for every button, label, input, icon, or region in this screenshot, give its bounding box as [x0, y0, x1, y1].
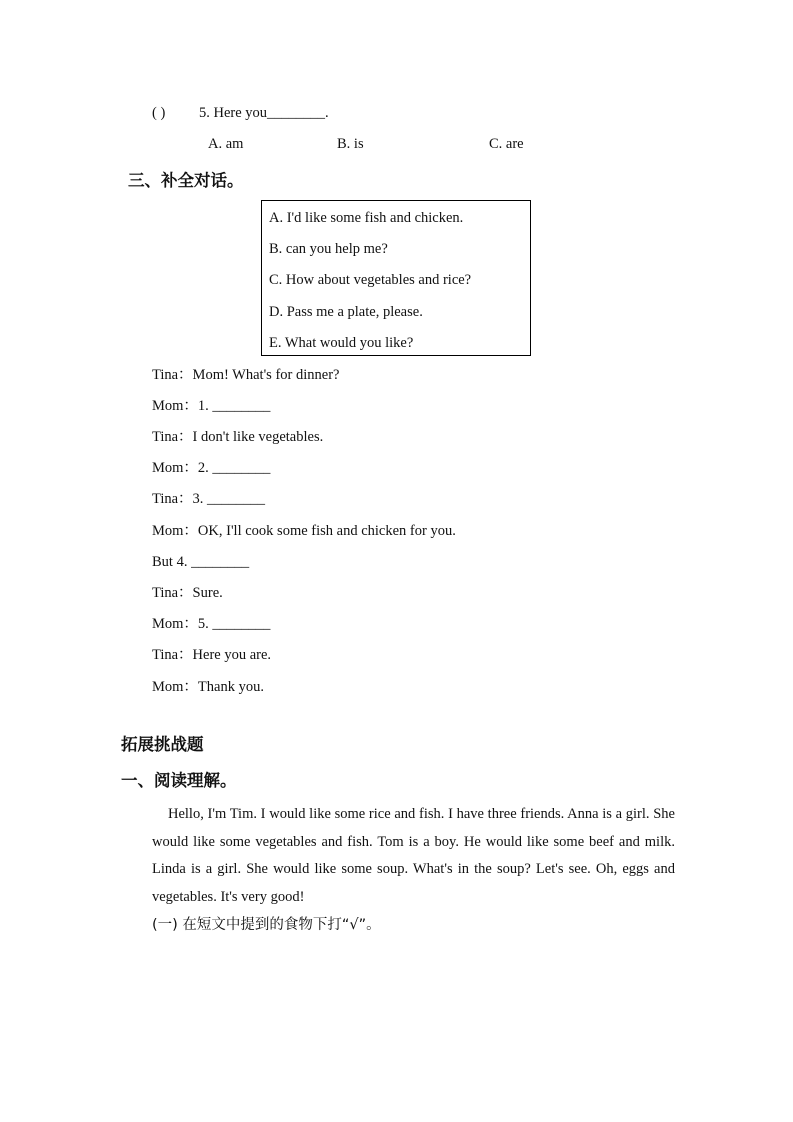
dialogue-line: Tina：Here you are. — [152, 647, 272, 663]
dialogue-line: Mom：Thank you. — [152, 679, 264, 695]
dialogue-line: Tina：Sure. — [152, 585, 223, 601]
reading-heading: 一、阅读理解。 — [121, 771, 237, 790]
choice-box — [261, 200, 531, 356]
section-3-heading: 三、补全对话。 — [128, 171, 244, 190]
option-c: C. are — [489, 136, 524, 152]
option-b: B. is — [337, 136, 364, 152]
dialogue-line: But 4. ________ — [152, 554, 250, 570]
choice-a: A. I'd like some fish and chicken. — [269, 210, 464, 226]
choice-b: B. can you help me? — [269, 241, 388, 257]
question-5-text: 5. Here you________. — [199, 105, 329, 121]
extension-title: 拓展挑战题 — [121, 735, 204, 754]
dialogue-line: Tina：3. ________ — [152, 491, 266, 507]
sub-instruction: (一) 在短文中提到的食物下打“√”。 — [152, 917, 381, 933]
dialogue-line: Mom：2. ________ — [152, 460, 271, 476]
reading-passage: Hello, I'm Tim. I would like some rice and fish. I have three friends. Anna is a girl. She would like some vegetables and fish. Tom is a boy. He would like some beef and milk. Linda is a girl. She would like some soup. What's in the soup? Let's see. Oh, eggs and vegetables. It's very good! — [152, 806, 675, 906]
dialogue-line: Mom：1. ________ — [152, 398, 271, 414]
dialogue-line: Mom：OK, I'll cook some fish and chicken for you. — [152, 523, 456, 539]
choice-e: E. What would you like? — [269, 335, 414, 351]
choice-d: D. Pass me a plate, please. — [269, 304, 423, 320]
dialogue-line: Mom：5. ________ — [152, 616, 271, 632]
option-a: A. am — [208, 136, 244, 152]
choice-c: C. How about vegetables and rice? — [269, 272, 472, 288]
dialogue-line: Tina：I don't like vegetables. — [152, 429, 324, 445]
answer-paren: ( ) — [152, 105, 166, 121]
dialogue-line: Tina：Mom! What's for dinner? — [152, 367, 340, 383]
